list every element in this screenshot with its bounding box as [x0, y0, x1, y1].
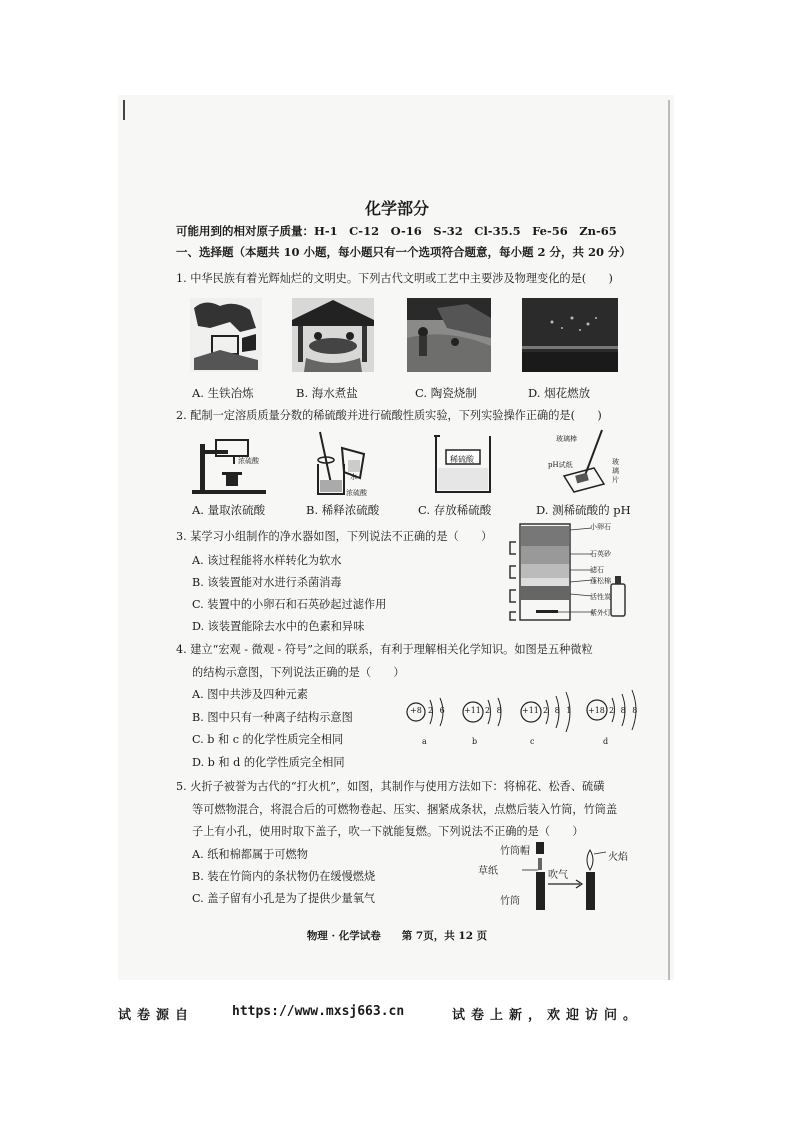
q5-option-c[interactable]: C. 盖子留有小孔是为了提供少量氧气 — [192, 892, 376, 905]
q4-atom-c-nucleus: +11 — [522, 706, 539, 715]
q5-stem-line2: 等可燃物混合，将混合后的可燃物卷起、压实、捆紧成条状，点燃后装入竹筒，竹筒盖 — [192, 803, 618, 816]
section-heading: 一、选择题（本题共 10 小题，每小题只有一个选项符合题意，每小题 2 分，共 20 分） — [176, 245, 632, 259]
q4-atom-d-label: d — [603, 737, 609, 746]
q3-option-c[interactable]: C. 装置中的小卵石和石英砂起过滤作用 — [192, 598, 387, 611]
q2-stem: 2. 配制一定溶质质量分数的稀硫酸并进行硫酸性质实验，下列实验操作正确的是( ) — [176, 409, 602, 422]
q1-image-sea-salt-boiling — [292, 298, 374, 372]
q4-atom-b-shells: 2 8 — [485, 706, 502, 715]
q2-label-d-paper: pH试纸 — [548, 461, 573, 469]
q5-stem-line1: 5. 火折子被誉为古代的“打火机”，如图，其制作与使用方法如下：将棉花、松香、硫磺 — [176, 780, 605, 793]
source-prefix: 试卷源自 — [118, 1008, 195, 1023]
q3-stem: 3. 某学习小组制作的净水器如图，下列说法不正确的是（ ） — [176, 530, 493, 543]
q3-option-a[interactable]: A. 该过程能将水样转化为软水 — [192, 554, 342, 567]
q4-stem-line1: 4. 建立“宏观 - 微观 - 符号”之间的联系，有利于理解相关化学知识。如图是五种微粒 — [176, 643, 593, 656]
q5-label-tube: 竹筒 — [500, 896, 520, 907]
atomic-mass-line: 可能用到的相对原子质量：H-1 C-12 O-16 S-32 Cl-35.5 Fe-56 Zn-65 — [176, 224, 617, 238]
q2-label-d-plate: 玻 璃 片 — [612, 458, 619, 484]
q4-stem-line2: 的结构示意图，下列说法正确的是（ ） — [192, 666, 405, 679]
q4-atom-c-shells: 2 8 1 — [543, 706, 572, 715]
q4-atom-d-nucleus: +18 — [588, 706, 605, 715]
q5-label-blow: 吹气 — [548, 870, 568, 881]
q2-option-b[interactable]: B. 稀释浓硫酸 — [306, 503, 380, 517]
q1-option-a[interactable]: A. 生铁冶炼 — [192, 386, 254, 400]
q5-label-cap: 竹筒帽 — [500, 846, 530, 857]
q5-label-paper: 草纸 — [478, 866, 498, 877]
q2-option-a[interactable]: A. 量取浓硫酸 — [192, 503, 266, 517]
q4-option-a[interactable]: A. 图中共涉及四种元素 — [192, 688, 308, 701]
q3-layer-cotton: 蓬松棉 — [590, 577, 611, 585]
q4-option-d[interactable]: D. b 和 d 的化学性质完全相同 — [192, 756, 345, 769]
q4-atom-b-nucleus: +11 — [464, 706, 481, 715]
q1-image-fireworks — [522, 298, 618, 372]
q4-option-b[interactable]: B. 图中只有一种离子结构示意图 — [192, 711, 353, 724]
q3-image-bottle — [608, 576, 628, 618]
source-url-link[interactable]: https://www.mxsj663.cn — [232, 1004, 405, 1019]
q4-atom-a-label: a — [422, 737, 427, 746]
q2-option-c[interactable]: C. 存放稀硫酸 — [418, 503, 492, 517]
q1-option-b[interactable]: B. 海水煮盐 — [296, 386, 358, 400]
q2-image-dilute-acid — [310, 430, 380, 498]
q3-layer-carbon: 活性炭 — [590, 593, 611, 601]
scan-mark-left — [123, 100, 125, 120]
q3-layer-quartz: 石英砂 — [590, 550, 611, 558]
q2-option-d[interactable]: D. 测稀硫酸的 pH — [536, 503, 631, 517]
q2-label-d-rod: 玻璃棒 — [556, 435, 577, 443]
page-footer: 物理 · 化学试卷 第 7页，共 12 页 — [306, 930, 488, 942]
q5-option-b[interactable]: B. 装在竹筒内的条状物仍在缓慢燃烧 — [192, 870, 376, 883]
q5-stem-line3: 子上有小孔，使用时取下盖子，吹一下就能复燃。下列说法不正确的是（ ） — [192, 825, 584, 838]
q4-atom-d-shells: 2 8 8 — [609, 706, 638, 715]
q3-layer-pebble: 小卵石 — [590, 523, 611, 531]
q3-option-b[interactable]: B. 该装置能对水进行杀菌消毒 — [192, 576, 342, 589]
page-title: 化学部分 — [364, 199, 429, 218]
q5-label-flame: 火焰 — [608, 852, 628, 863]
q4-atom-b-label: b — [472, 737, 478, 746]
q2-label-b-acid: 浓硫酸 — [346, 489, 367, 497]
q4-atom-a-nucleus: +8 — [410, 706, 422, 715]
q5-option-a[interactable]: A. 纸和棉都属于可燃物 — [192, 848, 308, 861]
q2-label-a-acid: 浓硫酸 — [238, 457, 259, 465]
scan-mark-right — [668, 100, 670, 980]
q3-layer-filter: 滤石 — [590, 566, 604, 574]
q4-atom-a-shells: 2 6 — [428, 706, 445, 715]
q1-option-c[interactable]: C. 陶瓷烧制 — [415, 386, 477, 400]
q3-image-water-purifier — [508, 520, 592, 624]
q4-atom-c-label: c — [530, 737, 535, 746]
q1-image-ceramic-firing — [407, 298, 491, 372]
q3-option-d[interactable]: D. 该装置能除去水中的色素和异味 — [192, 620, 365, 633]
q1-stem: 1. 中华民族有着光辉灿烂的文明史。下列古代文明或工艺中主要涉及物理变化的是( ) — [176, 272, 613, 285]
source-suffix: 试卷上新，欢迎访问。 — [452, 1008, 643, 1023]
q2-label-c-bottle: 稀硫酸 — [450, 455, 474, 464]
q1-image-iron-smelting — [190, 298, 262, 372]
q2-label-b-water: 水 — [350, 473, 357, 481]
q3-layer-uv: 紫外灯 — [590, 609, 611, 617]
q1-option-d[interactable]: D. 烟花燃放 — [528, 386, 591, 400]
q4-option-c[interactable]: C. b 和 c 的化学性质完全相同 — [192, 733, 344, 746]
